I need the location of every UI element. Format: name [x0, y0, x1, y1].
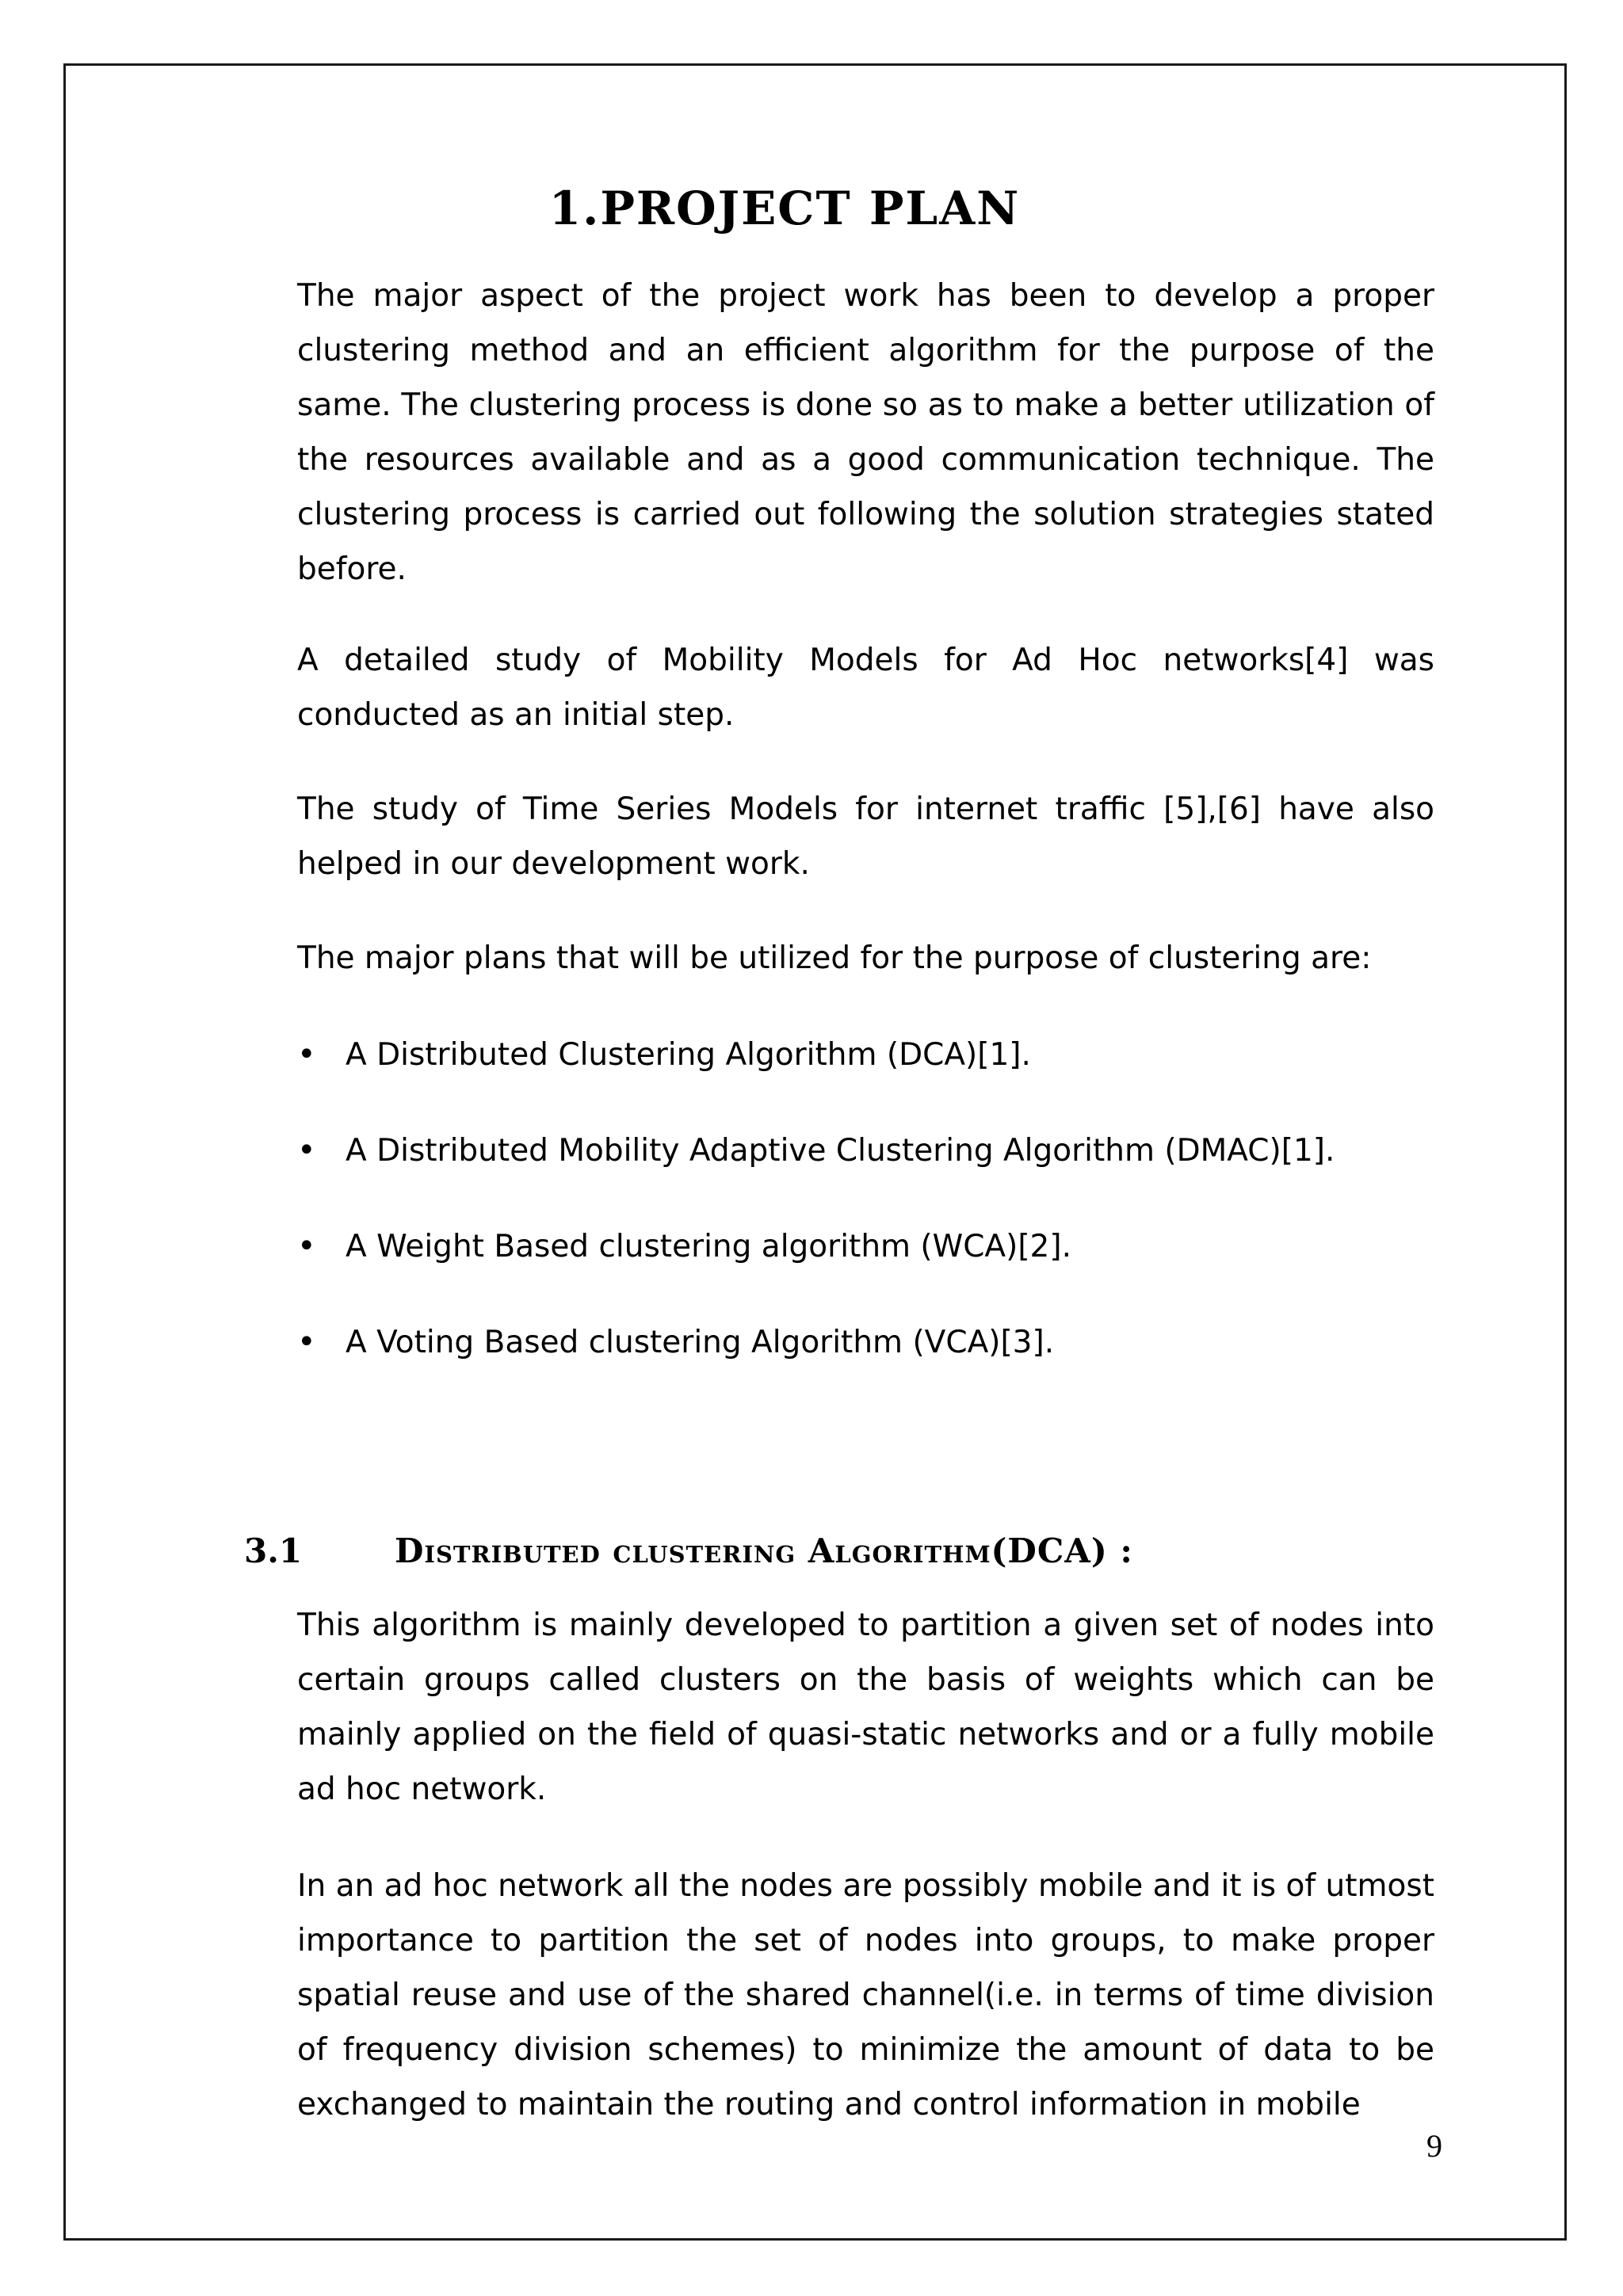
paragraph-major-plans: The major plans that will be utilized for the purpose of clustering are: [297, 940, 1372, 976]
bullet-icon: • [297, 1036, 316, 1073]
list-item-text: A Weight Based clustering algorithm (WCA)[2]. [346, 1229, 1071, 1264]
list-item [297, 1028, 1434, 1123]
paragraph-dca-intro: This algorithm is mainly developed to partition a given set of nodes into certain groups called clusters on the basis of weights which can be mainly applied on the field of quasi-static networks and or a fully mobile ad hoc network. [297, 1608, 1434, 1807]
page-number: 9 [1426, 2128, 1442, 2164]
section-title: Distributed clustering Algorithm(DCA) : [395, 1531, 1133, 1570]
list-item-text: A Distributed Mobility Adaptive Clustering Algorithm (DMAC)[1]. [346, 1133, 1335, 1169]
list-item [297, 1123, 1434, 1219]
algorithm-list [297, 1028, 1434, 1411]
paragraph-ad-hoc-network: In an ad hoc network all the nodes are possibly mobile and it is of utmost importance to partition the set of nodes into groups, to make proper spatial reuse and use of the shared channel(i.e. in terms of time division of frequency division schemes) to minimize the amount of data to be exchanged to maintain the routing and control information in mobile [297, 1868, 1434, 2122]
paragraph-intro: The major aspect of the project work has been to develop a proper clustering method and an efficient algorithm for the purpose of the same. The clustering process is done so as to make a better utilization of the resources available and as a good communication technique. The clustering process is carried out following the solution strategies stated before. [297, 278, 1434, 587]
paragraph-time-series: The study of Time Series Models for internet traffic [5],[6] have also helped in our development work. [297, 791, 1434, 882]
list-item [297, 1315, 1434, 1411]
bullet-icon: • [297, 1324, 316, 1360]
section-heading [244, 1531, 1133, 1571]
list-item-text: A Voting Based clustering Algorithm (VCA)[3]. [346, 1325, 1055, 1360]
section-number: 3.1 [244, 1531, 303, 1570]
paragraph-mobility-models: A detailed study of Mobility Models for Ad Hoc networks[4] was conducted as an initial step. [297, 643, 1434, 733]
chapter-title: 1.PROJECT PLAN [548, 181, 1021, 235]
list-item [297, 1219, 1434, 1315]
bullet-icon: • [297, 1228, 316, 1264]
bullet-icon: • [297, 1132, 316, 1169]
list-item-text: A Distributed Clustering Algorithm (DCA)[1]. [346, 1037, 1031, 1073]
